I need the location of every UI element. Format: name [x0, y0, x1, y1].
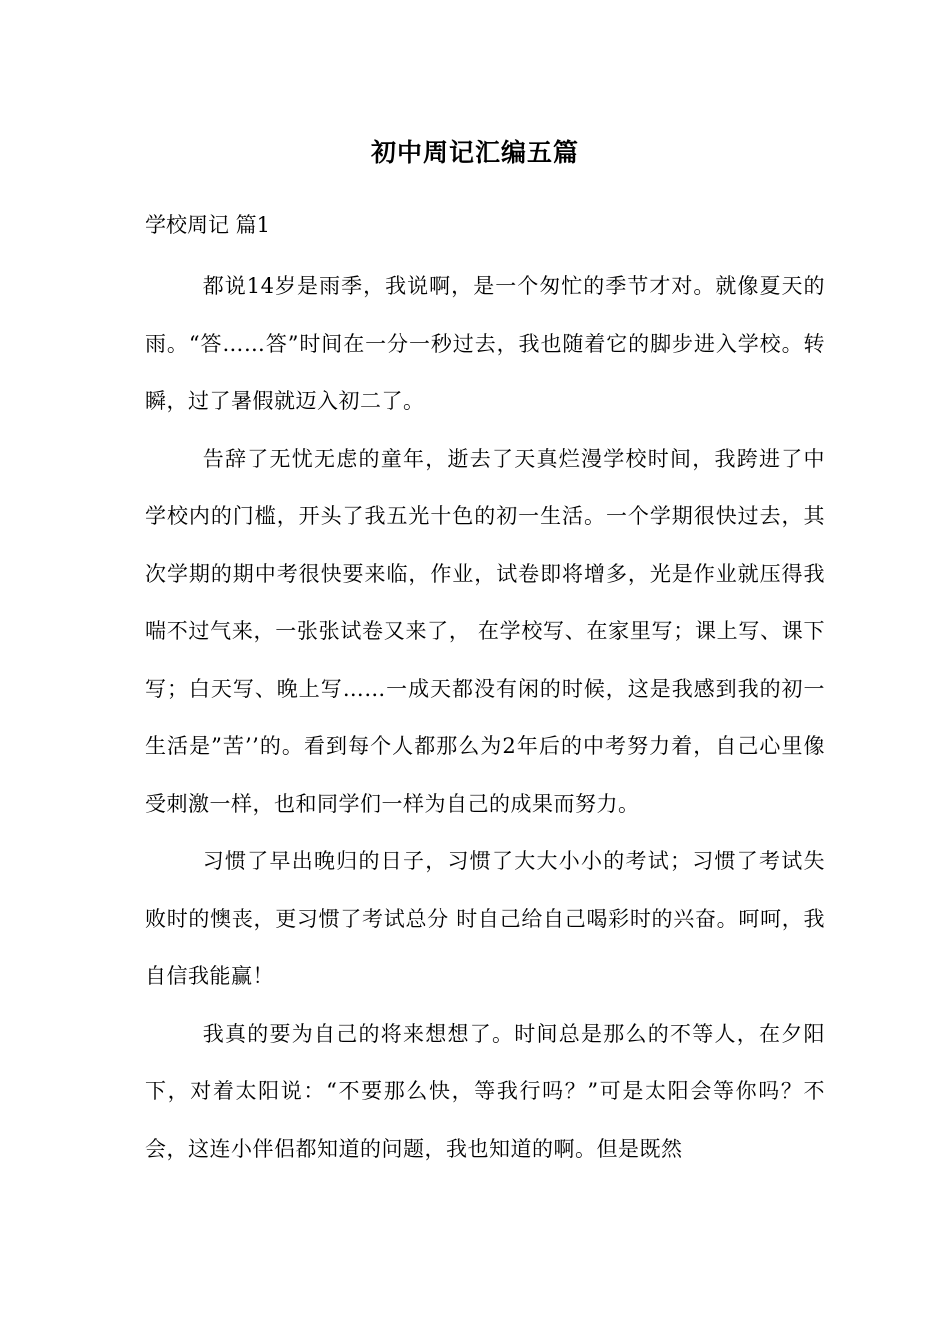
paragraph: 告辞了无忧无虑的童年，逝去了天真烂漫学校时间，我跨进了中学校内的门槛，开头了我五光十色的初一生活。一个学期很快过去，其次学期的期中考很快要来临，作业，试卷即将增多，光是作业就压得我喘不过气来，一张张试卷又来了， 在学校写、在家里写；课上写、课下写；白天写、晚上写……一成天都没有闲的时候，这是我感到我的初一生活是”苦’’的。看到每个人都那么为2年后的中考努力着，自己心里像受刺激一样，也和同学们一样为自己的成果而努力。	[145, 446, 825, 816]
document-body	[145, 258, 825, 1178]
paragraph: 习惯了早出晚归的日子，习惯了大大小小的考试；习惯了考试失败时的懊丧，更习惯了考试总分 时自己给自己喝彩时的兴奋。呵呵，我自信我能赢！	[145, 849, 825, 988]
document-title: 初中周记汇编五篇	[370, 138, 579, 167]
paragraph: 都说14岁是雨季，我说啊，是一个匆忙的季节才对。就像夏天的雨。“答……答”时间在一分一秒过去，我也随着它的脚步进入学校。转瞬，过了暑假就迈入初二了。	[145, 274, 825, 413]
section-heading: 学校周记 篇1	[145, 213, 271, 237]
paragraph: 我真的要为自己的将来想想了。时间总是那么的不等人，在夕阳下，对着太阳说：“不要那么快，等我行吗？”可是太阳会等你吗？不会，这连小伴侣都知道的问题，我也知道的啊。但是既然	[145, 1021, 825, 1161]
